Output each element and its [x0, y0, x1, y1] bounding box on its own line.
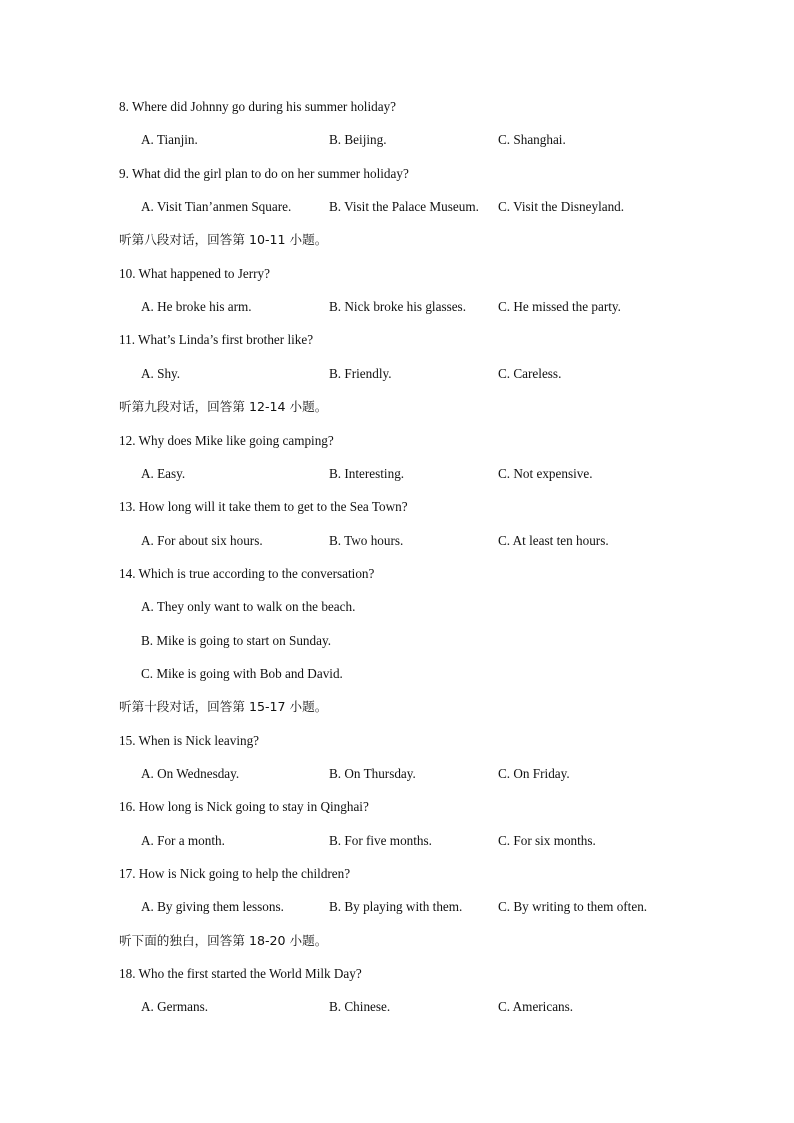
section-instruction-row: [0, 931, 794, 951]
options-row: [0, 464, 794, 484]
section-instruction: 听下面的独白，回答第 18-20 小题。: [119, 932, 328, 948]
question-text: 14. Which is true according to the conversation?: [119, 565, 375, 581]
question-text: 13. How long will it take them to get to the Sea Town?: [119, 499, 408, 515]
answer-option-a: A. He broke his arm.: [141, 299, 252, 315]
answer-option-b: B. Friendly.: [329, 365, 392, 381]
question-row: [0, 964, 794, 984]
option-row: [0, 631, 794, 651]
options-row: [0, 831, 794, 851]
answer-option-c: C. At least ten hours.: [498, 532, 609, 548]
answer-option-b: B. Interesting.: [329, 465, 405, 481]
options-row: [0, 997, 794, 1017]
question-row: [0, 731, 794, 751]
question-text: 11. What’s Linda’s first brother like?: [119, 332, 314, 348]
question-row: [0, 497, 794, 517]
question-text: 15. When is Nick leaving?: [119, 732, 260, 748]
answer-option-c: C. Americans.: [498, 999, 574, 1015]
answer-option-b: B. For five months.: [329, 832, 432, 848]
option-row: [0, 664, 794, 684]
answer-option-a: A. Tianjin.: [141, 132, 198, 148]
question-text: 8. Where did Johnny go during his summer holiday?: [119, 99, 397, 114]
answer-option-a: A. By giving them lessons.: [141, 899, 284, 915]
question-text: 17. How is Nick going to help the children?: [119, 866, 351, 882]
question-row: [0, 564, 794, 584]
question-text: 9. What did the girl plan to do on her summer holiday?: [119, 165, 409, 181]
options-row: [0, 130, 794, 150]
answer-option-c: C. Not expensive.: [498, 465, 593, 481]
question-row: [0, 431, 794, 451]
options-row: [0, 764, 794, 784]
options-row: [0, 364, 794, 384]
question-row: [0, 97, 794, 117]
question-text: 18. Who the first started the World Milk Day?: [119, 966, 362, 982]
answer-option-b: B. On Thursday.: [329, 766, 416, 781]
question-text: 12. Why does Mike like going camping?: [119, 432, 334, 448]
answer-option-a: A. Shy.: [141, 365, 181, 381]
answer-option-b: B. Two hours.: [329, 532, 404, 548]
question-text: 10. What happened to Jerry?: [119, 265, 270, 281]
answer-option-a: A. On Wednesday.: [141, 766, 240, 781]
question-row: [0, 797, 794, 817]
answer-option-a: A. For about six hours.: [141, 532, 263, 548]
answer-option-b: B. Nick broke his glasses.: [329, 299, 466, 315]
section-instruction-row: [0, 397, 794, 417]
question-row: [0, 330, 794, 350]
answer-option-a: A. For a month.: [141, 832, 225, 848]
answer-option-c: C. Careless.: [498, 365, 562, 381]
answer-option-a: A. Visit Tian’anmen Square.: [141, 199, 292, 215]
section-instruction: 听第八段对话，回答第 10-11 小题。: [119, 232, 328, 248]
answer-option-c: C. On Friday.: [498, 766, 570, 781]
answer-option: C. Mike is going with Bob and David.: [141, 665, 343, 681]
answer-option: A. They only want to walk on the beach.: [141, 599, 356, 615]
section-instruction: 听第十段对话，回答第 15-17 小题。: [119, 699, 328, 715]
option-row: [0, 597, 794, 617]
answer-option-c: C. Shanghai.: [498, 132, 566, 148]
answer-option: B. Mike is going to start on Sunday.: [141, 632, 331, 648]
answer-option-c: C. For six months.: [498, 832, 596, 848]
answer-option-a: A. Germans.: [141, 999, 209, 1015]
answer-option-a: A. Easy.: [141, 465, 186, 481]
question-row: [0, 164, 794, 184]
options-row: [0, 297, 794, 317]
question-text: 16. How long is Nick going to stay in Qinghai?: [119, 799, 369, 815]
answer-option-b: B. Beijing.: [329, 132, 387, 148]
answer-option-b: B. By playing with them.: [329, 899, 463, 915]
answer-option-b: B. Visit the Palace Museum.: [329, 199, 479, 215]
section-instruction-row: [0, 230, 794, 250]
options-row: [0, 531, 794, 551]
section-instruction: 听第九段对话，回答第 12-14 小题。: [119, 399, 328, 415]
options-row: [0, 897, 794, 917]
answer-option-c: C. He missed the party.: [498, 299, 621, 315]
options-row: [0, 197, 794, 217]
answer-option-c: C. By writing to them often.: [498, 899, 648, 915]
section-instruction-row: [0, 697, 794, 717]
answer-option-c: C. Visit the Disneyland.: [498, 199, 625, 215]
answer-option-b: B. Chinese.: [329, 999, 391, 1015]
question-row: [0, 864, 794, 884]
question-row: [0, 264, 794, 284]
